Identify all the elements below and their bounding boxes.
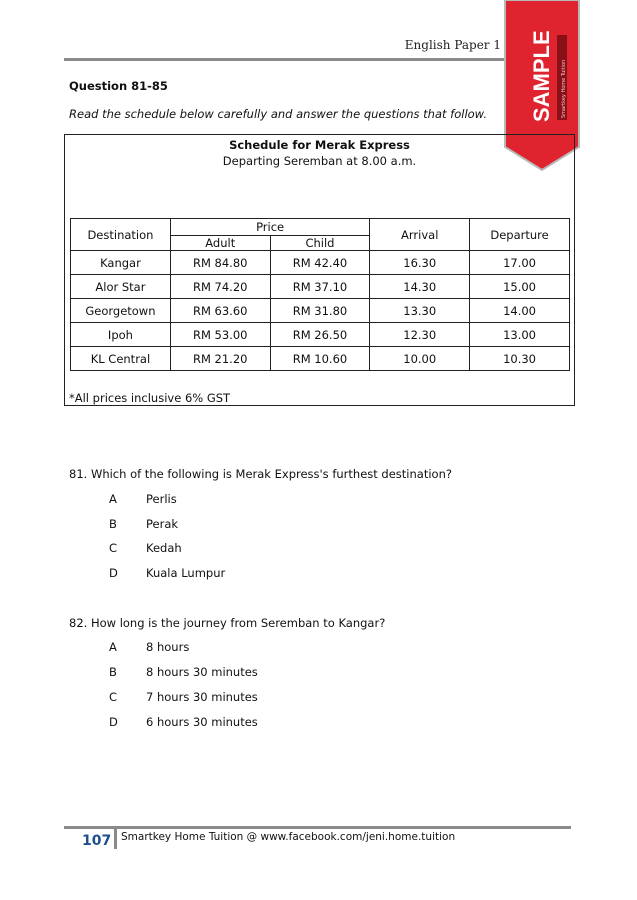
table-row (71, 251, 570, 275)
schedule-table (70, 218, 570, 371)
ribbon-tagline: Smartkey Home Tuition (561, 59, 567, 118)
option-text: 7 hours 30 minutes (146, 690, 258, 704)
option-text: Kuala Lumpur (146, 566, 226, 580)
option-text: Perak (146, 517, 179, 531)
question-range-label: Question 81-85 (69, 79, 168, 93)
option-letter: A (109, 492, 117, 506)
cell-departure: 13.00 (470, 323, 570, 347)
table-row (71, 323, 570, 347)
cell-child-price: RM 26.50 (270, 323, 370, 347)
cell-departure: 10.30 (470, 347, 570, 371)
ribbon-label: SAMPLE (529, 30, 554, 122)
table-row (71, 275, 570, 299)
cell-destination: Kangar (71, 251, 171, 275)
header-title: English Paper 1 (404, 38, 501, 52)
footer-text: Smartkey Home Tuition @ www.facebook.com/jeni.home.tuition (121, 831, 456, 843)
table-row (71, 299, 570, 323)
col-header-price: Price (170, 219, 369, 236)
cell-arrival: 14.30 (370, 275, 470, 299)
cell-departure: 14.00 (470, 299, 570, 323)
table-row (71, 347, 570, 371)
cell-arrival: 16.30 (370, 251, 470, 275)
cell-destination: Ipoh (71, 323, 171, 347)
option-letter: B (109, 517, 117, 531)
header-rule (64, 58, 506, 61)
question-stem: 82. How long is the journey from Seremban to Kangar? (69, 616, 386, 630)
option-letter: D (109, 715, 118, 729)
cell-child-price: RM 37.10 (270, 275, 370, 299)
col-header-destination: Destination (71, 219, 171, 251)
col-header-arrival: Arrival (370, 219, 470, 251)
cell-adult-price: RM 63.60 (170, 299, 270, 323)
schedule-title: Schedule for Merak Express (229, 138, 410, 152)
schedule-box (64, 134, 575, 406)
cell-arrival: 10.00 (370, 347, 470, 371)
page-number: 107 (82, 833, 112, 849)
col-header-adult: Adult (170, 236, 270, 251)
option-text: 8 hours 30 minutes (146, 665, 258, 679)
option-text: 8 hours (146, 640, 190, 654)
cell-departure: 15.00 (470, 275, 570, 299)
cell-child-price: RM 10.60 (270, 347, 370, 371)
instruction-text: Read the schedule below carefully and answer the questions that follow. (69, 107, 488, 121)
option-letter: A (109, 640, 117, 654)
option-text: 6 hours 30 minutes (146, 715, 258, 729)
cell-destination: Georgetown (71, 299, 171, 323)
cell-destination: KL Central (71, 347, 171, 371)
cell-adult-price: RM 53.00 (170, 323, 270, 347)
cell-child-price: RM 31.80 (270, 299, 370, 323)
option-text: Kedah (146, 541, 182, 555)
option-letter: C (109, 690, 118, 704)
footer-rule (64, 826, 571, 829)
footer-divider (114, 829, 117, 849)
cell-adult-price: RM 74.20 (170, 275, 270, 299)
option-letter: C (109, 541, 118, 555)
cell-departure: 17.00 (470, 251, 570, 275)
cell-adult-price: RM 21.20 (170, 347, 270, 371)
col-header-child: Child (270, 236, 370, 251)
col-header-departure: Departure (470, 219, 570, 251)
option-letter: D (109, 566, 118, 580)
option-letter: B (109, 665, 117, 679)
cell-adult-price: RM 84.80 (170, 251, 270, 275)
cell-arrival: 13.30 (370, 299, 470, 323)
cell-arrival: 12.30 (370, 323, 470, 347)
cell-destination: Alor Star (71, 275, 171, 299)
cell-child-price: RM 42.40 (270, 251, 370, 275)
price-footnote: *All prices inclusive 6% GST (69, 391, 231, 405)
schedule-subtitle: Departing Seremban at 8.00 a.m. (222, 154, 417, 168)
option-text: Perlis (146, 492, 177, 506)
question-stem: 81. Which of the following is Merak Express's furthest destination? (69, 467, 452, 481)
